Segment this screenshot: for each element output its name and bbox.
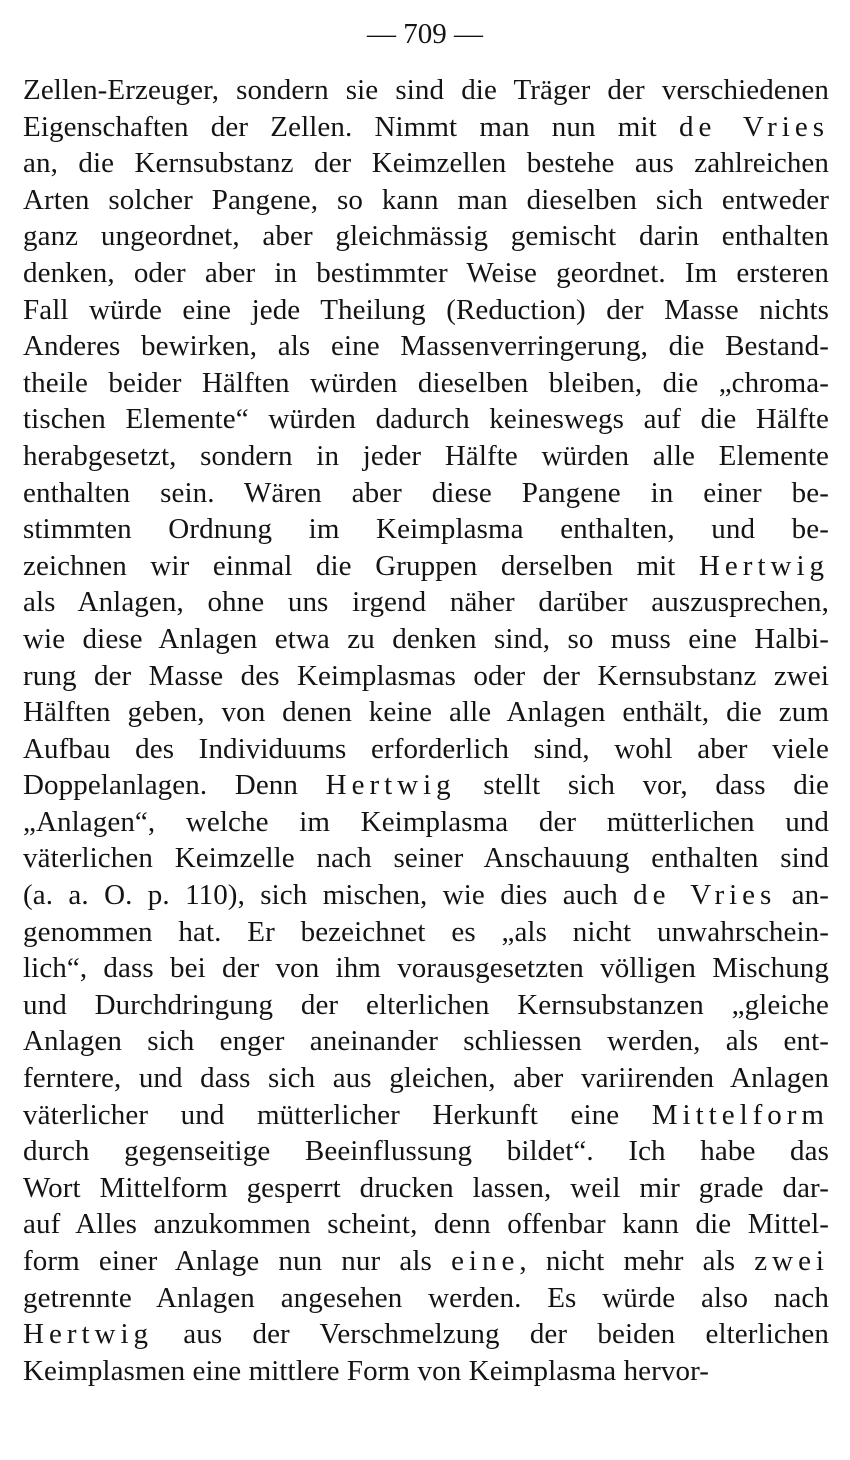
text-line: Keimplasmen eine mittlere Form von Keimplasma hervor- <box>23 1354 710 1387</box>
text-line: wie diese Anlagen etwa zu denken sind, so muss eine Halbi- <box>23 622 829 655</box>
text-line: als Anlagen, ohne uns irgend näher darüber auszusprechen, <box>23 586 829 619</box>
text-line: (a. a. O. p. 110), sich mischen, wie dies auch de Vries an- <box>23 879 829 912</box>
text-line: auf Alles anzukommen scheint, denn offenbar kann die Mittel- <box>23 1208 829 1241</box>
text-line: ganz ungeordnet, aber gleichmässig gemischt darin enthalten <box>23 220 829 253</box>
text-line: Eigenschaften der Zellen. Nimmt man nun mit de Vries <box>23 110 830 143</box>
text-line: Hertwig aus der Verschmelzung der beiden elterlichen <box>23 1318 829 1351</box>
text-line: tischen Elemente“ würden dadurch keineswegs auf die Hälfte <box>23 403 829 436</box>
text-line: Fall würde eine jede Theilung (Reduction) der Masse nichts <box>23 293 829 326</box>
text-line: genommen hat. Er bezeichnet es „als nicht unwahrschein- <box>23 915 829 948</box>
text-line: getrennte Anlagen angesehen werden. Es würde also nach <box>23 1281 829 1314</box>
text-line: zeichnen wir einmal die Gruppen derselben mit Hertwig <box>23 549 829 582</box>
text-line: ferntere, und dass sich aus gleichen, aber variirenden Anlagen <box>23 1062 829 1095</box>
text-line: Anlagen sich enger aneinander schliessen werden, als ent- <box>23 1025 829 1058</box>
text-line: enthalten sein. Wären aber diese Pangene in einer be- <box>23 476 829 509</box>
text-line: stimmten Ordnung im Keimplasma enthalten, und be- <box>23 513 829 546</box>
text-line: Wort Mittelform gesperrt drucken lassen, weil mir grade dar- <box>23 1171 829 1204</box>
text-line: herabgesetzt, sondern in jeder Hälfte würden alle Elemente <box>23 439 829 472</box>
text-line: Hälften geben, von denen keine alle Anlagen enthält, die zum <box>23 696 829 729</box>
text-line: und Durchdringung der elterlichen Kernsubstanzen „gleiche <box>23 988 829 1021</box>
text-line: Anderes bewirken, als eine Massenverringerung, die Bestand- <box>23 330 829 363</box>
text-line: rung der Masse des Keimplasmas oder der Kernsubstanz zwei <box>23 659 829 692</box>
text-line: „Anlagen“, welche im Keimplasma der mütterlichen und <box>23 805 829 838</box>
text-line: denken, oder aber in bestimmter Weise geordnet. Im ersteren <box>23 256 829 289</box>
text-line: theile beider Hälften würden dieselben bleiben, die „chroma- <box>23 366 829 399</box>
text-line: Zellen-Erzeuger, sondern sie sind die Träger der verschiedenen <box>23 74 829 106</box>
body-text <box>23 72 829 1389</box>
text-line: Doppelanlagen. Denn Hertwig stellt sich vor, dass die <box>23 769 829 802</box>
text-line: Aufbau des Individuums erforderlich sind, wohl aber viele <box>23 732 829 765</box>
page-number: — 709 — <box>367 18 483 50</box>
text-line: durch gegenseitige Beeinflussung bildet“. Ich habe das <box>23 1135 829 1168</box>
text-line: Arten solcher Pangene, so kann man dieselben sich entweder <box>23 183 829 216</box>
text-line: form einer Anlage nun nur als eine, nicht mehr als zwei <box>23 1245 829 1277</box>
text-line: an, die Kernsubstanz der Keimzellen bestehe aus zahlreichen <box>23 147 829 180</box>
text-line: väterlichen Keimzelle nach seiner Anschauung enthalten sind <box>23 842 829 875</box>
text-line: lich“, dass bei der von ihm vorausgesetzten völligen Mischung <box>23 952 829 985</box>
text-line: väterlicher und mütterlicher Herkunft eine Mittelform <box>23 1098 829 1131</box>
